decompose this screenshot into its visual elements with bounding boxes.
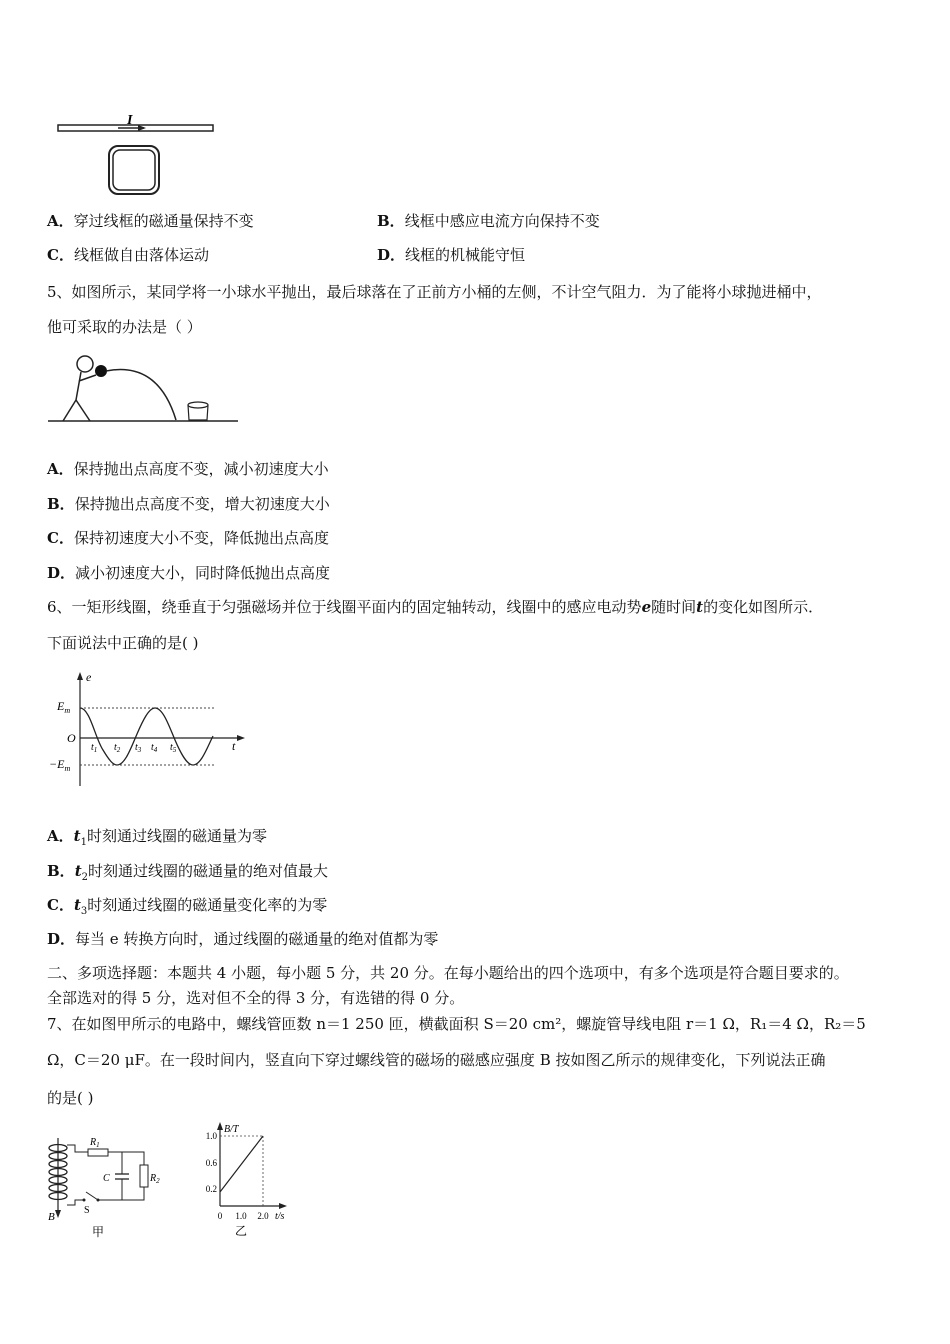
wire-top-right <box>108 1152 144 1165</box>
q6-option-c: C．$t_3$时刻通过线圈的磁通量变化率的为零 <box>47 896 328 917</box>
q4-option-b: B．线框中感应电流方向保持不变 <box>377 212 600 230</box>
x-axis-label: t <box>232 739 236 753</box>
b-line <box>220 1136 263 1192</box>
r2-resistor <box>140 1165 148 1187</box>
q6-stem-line2: 下面说法中正确的是( ) <box>47 634 199 652</box>
q6-option-b: B．$t_2$时刻通过线圈的磁通量的绝对值最大 <box>47 862 329 883</box>
trajectory <box>106 370 176 420</box>
y-tick-0-6: 0.6 <box>205 1158 217 1168</box>
square-loop-inner <box>113 150 155 190</box>
tick-t5: $t_5$ <box>170 742 177 754</box>
s-label: S <box>84 1205 90 1216</box>
tick-t1: $t_1$ <box>91 742 98 754</box>
projectile-figure <box>48 345 243 430</box>
q6-stem-line1: 6、一矩形线圈，绕垂直于匀强磁场并位于线圈平面内的固定轴转动，线圈中的感应电动势e随时间t的变化如图所示． <box>47 598 824 616</box>
r2-label: $R_2$ <box>150 1173 160 1185</box>
bucket-top <box>188 402 208 408</box>
q5-option-a: A．保持抛出点高度不变，减小初速度大小 <box>47 460 329 478</box>
x-axis-label: t/s <box>275 1211 285 1222</box>
x-tick-2-0: 2.0 <box>257 1211 269 1221</box>
q7-stem-line2: Ω，C＝20 μF。在一段时间内，竖直向下穿过螺线管的磁场的磁感应强度 B 按如图乙所示的规律变化，下列说法正确 <box>47 1051 826 1069</box>
tick-t3: $t_3$ <box>135 742 142 754</box>
person-body <box>76 372 81 400</box>
y-ticks <box>206 1131 218 1194</box>
q5-stem-line1: 5、如图所示，某同学将一小球水平抛出，最后球落在了正前方小桶的左侧，不计空气阻力．为了能将小球抛进桶中， <box>47 283 822 301</box>
origin-label: O <box>67 731 76 745</box>
person-leg-right <box>76 400 90 421</box>
q5-option-b: B．保持抛出点高度不变，增大初速度大小 <box>47 495 330 513</box>
c-label: C <box>103 1173 110 1184</box>
graph-caption: 乙 <box>235 1224 248 1238</box>
bt-graph <box>195 1120 310 1242</box>
b-label: B <box>48 1211 55 1223</box>
q4-option-d: D．线框的机械能守恒 <box>377 246 526 264</box>
person-head <box>77 356 93 372</box>
q7-stem-line1: 7、在如图甲所示的电路中，螺线管匝数 n＝1 250 匝，横截面积 S＝20 cm²，螺旋管导线电阻 r＝1 Ω，R₁＝4 Ω，R₂＝5 <box>47 1015 866 1033</box>
emf-curve <box>80 708 213 765</box>
neg-em-label: $-E_m$ <box>49 757 71 773</box>
person-arm <box>79 375 96 381</box>
y-axis-label: B/T <box>224 1124 239 1135</box>
switch-blade <box>86 1192 98 1200</box>
r1-resistor <box>88 1149 108 1156</box>
r1-label: $R_1$ <box>90 1137 100 1149</box>
q5-stem-line2: 他可采取的办法是（ ） <box>47 318 202 336</box>
q6-option-a: A．$t_1$时刻通过线圈的磁通量为零 <box>47 827 267 848</box>
x-tick-1-0: 1.0 <box>235 1211 247 1221</box>
q4-option-c: C．线框做自由落体运动 <box>47 246 209 264</box>
circuit-caption: 甲 <box>92 1225 105 1239</box>
circuit-figure <box>40 1130 170 1242</box>
x-ticks <box>218 1211 269 1221</box>
emf-graph <box>45 668 255 793</box>
tick-t4: $t_4$ <box>151 742 158 754</box>
em-label: $E_m$ <box>57 699 71 715</box>
q7-stem-line3: 的是( ) <box>47 1089 94 1107</box>
person-leg-left <box>63 400 76 421</box>
ball <box>95 365 107 377</box>
wire-top <box>67 1145 88 1152</box>
wire-bottom-left <box>67 1200 84 1205</box>
y-axis-label: e <box>86 670 92 684</box>
y-tick-0-2: 0.2 <box>205 1184 217 1194</box>
y-tick-1-0: 1.0 <box>205 1131 217 1141</box>
q5-option-c: C．保持初速度大小不变，降低抛出点高度 <box>47 529 329 547</box>
q4-option-a: A．穿过线框的磁通量保持不变 <box>47 212 254 230</box>
x-tick-0: 0 <box>217 1211 223 1221</box>
wire-loop-figure <box>50 110 220 200</box>
q5-option-d: D．减小初速度大小，同时降低抛出点高度 <box>47 564 331 582</box>
section2-line2: 全部选对的得 5 分，选对但不全的得 3 分，有选错的得 0 分。 <box>47 989 465 1007</box>
q6-option-d: D．每当 e 转换方向时，通过线圈的磁通量的绝对值都为零 <box>47 930 439 948</box>
square-loop-outer <box>109 146 159 194</box>
tick-t2: $t_2$ <box>114 742 121 754</box>
section2-line1: 二、多项选择题：本题共 4 小题，每小题 5 分，共 20 分。在每小题给出的四个选项中，有多个选项是符合题目要求的。 <box>47 964 849 982</box>
wire-bottom-right <box>98 1187 144 1200</box>
current-label: I <box>127 113 133 128</box>
